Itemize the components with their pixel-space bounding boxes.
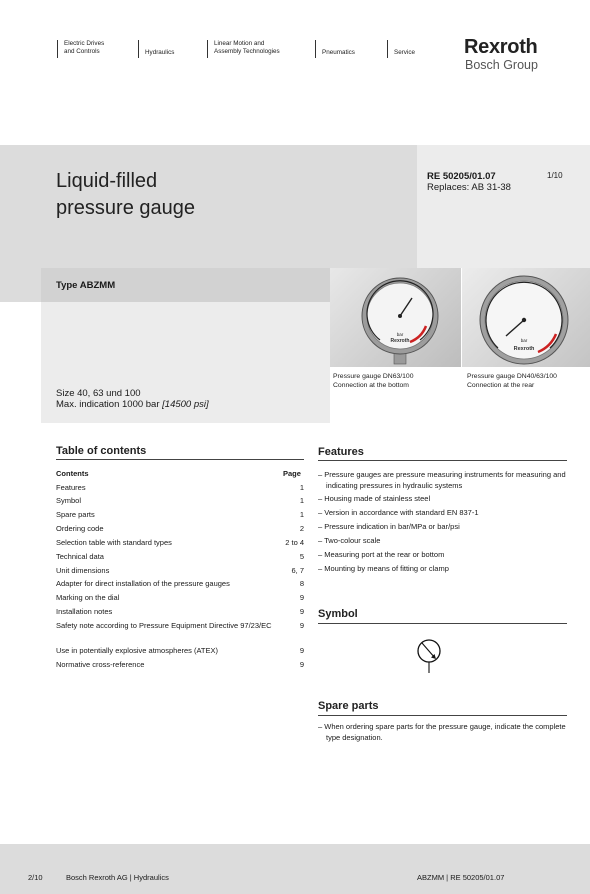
toc-row-page: 1: [299, 483, 304, 492]
toc-row[interactable]: [56, 524, 304, 534]
toc-row-page: 5: [299, 552, 304, 561]
toc-row-page: 9: [299, 646, 304, 655]
nav-linear-motion[interactable]: Linear Motion and Assembly Technologies: [207, 40, 280, 58]
symbol-rule: [318, 623, 567, 624]
feature-item: – Version in accordance with standard EN 837-1: [318, 508, 479, 517]
toc-row-page: 1: [299, 496, 304, 505]
toc-row-page: 9: [299, 621, 304, 630]
toc-row[interactable]: [56, 552, 304, 562]
size-info: [56, 388, 209, 410]
toc-row-label: Safety note according to Pressure Equipment Directive 97/23/EC: [56, 621, 272, 630]
page-number: 1/10: [547, 171, 563, 180]
toc-row-label: Marking on the dial: [56, 593, 120, 602]
footer-page: 2/10: [28, 873, 43, 882]
feature-item: – Two-colour scale: [318, 536, 381, 545]
toc-row-label: Spare parts: [56, 510, 95, 519]
symbol-title: Symbol: [318, 608, 358, 620]
features-rule: [318, 460, 567, 461]
gauge-rear-illustration: [462, 268, 590, 367]
toc-row[interactable]: [56, 593, 304, 603]
toc-row-label: Normative cross-reference: [56, 660, 145, 669]
nav-service[interactable]: Service: [387, 40, 415, 58]
toc-row[interactable]: [56, 660, 304, 670]
nav-pneumatics[interactable]: Pneumatics: [315, 40, 355, 58]
toc-row-label: Selection table with standard types: [56, 538, 172, 547]
toc-row-page: 8: [299, 579, 304, 588]
spare-parts-item: – When ordering spare parts for the pressure gauge, indicate the complete type designation.: [318, 722, 566, 742]
spare-parts-rule: [318, 715, 567, 716]
feature-item: – Housing made of stainless steel: [318, 494, 431, 503]
toc-col-contents: Contents: [56, 469, 89, 478]
toc-row[interactable]: [56, 566, 304, 576]
max-indication-line: [56, 399, 209, 410]
toc-row[interactable]: [56, 607, 304, 617]
footer-ref: ABZMM | RE 50205/01.07: [417, 873, 505, 882]
title-line-1: Liquid-filled: [56, 170, 158, 192]
toc-rule: [56, 459, 304, 460]
footer-company: Bosch Rexroth AG | Hydraulics: [66, 873, 169, 882]
page-title: [56, 168, 195, 222]
bosch-group-logo: Bosch Group: [465, 58, 538, 72]
dial-brand: Rexroth: [390, 338, 410, 344]
gauge-bottom-illustration: [330, 268, 461, 367]
dial-brand: Rexroth: [513, 346, 535, 352]
gauge-photo-rear: [462, 268, 590, 367]
rexroth-logo: Rexroth: [464, 36, 538, 58]
toc-row-page: 2 to 4: [285, 538, 304, 547]
dial-unit: bar: [396, 332, 404, 337]
toc-row-label: Symbol: [56, 496, 82, 505]
features-title: Features: [318, 446, 364, 458]
photo-caption-rear: Pressure gauge DN40/63/100 Connection at the rear: [467, 373, 557, 389]
feature-item: – Mounting by means of fitting or clamp: [318, 564, 449, 573]
toc-row-label: Technical data: [56, 552, 104, 561]
max-indication: Max. indication 1000 bar: [56, 399, 160, 410]
toc-row-label: Adapter for direct installation of the pressure gauges: [56, 579, 230, 588]
footer-band: [0, 844, 590, 894]
replaces-note: Replaces: AB 31-38: [427, 182, 511, 193]
nav-electric-drives[interactable]: Electric Drives and Controls: [57, 40, 104, 58]
toc-row-page: 9: [299, 660, 304, 669]
toc-row-label: Ordering code: [56, 524, 104, 533]
toc-row-page: 9: [299, 607, 304, 616]
toc-row[interactable]: [56, 646, 304, 656]
gauge-photo-bottom: [330, 268, 461, 367]
toc-row-page: 9: [299, 593, 304, 602]
toc-row[interactable]: [56, 496, 304, 506]
toc-row-page: 2: [299, 524, 304, 533]
toc-row-page: 1: [299, 510, 304, 519]
toc-row-label: Unit dimensions: [56, 566, 110, 575]
nav-hydraulics[interactable]: Hydraulics: [138, 40, 174, 58]
feature-item: – Pressure indication in bar/MPa or bar/psi: [318, 522, 460, 531]
max-indication-psi: [14500 psi]: [162, 399, 209, 410]
spare-parts-title: Spare parts: [318, 700, 379, 712]
toc-row-label: Installation notes: [56, 607, 113, 616]
type-label: Type ABZMM: [56, 280, 116, 291]
toc-row[interactable]: [56, 579, 304, 589]
toc-row-label: Features: [56, 483, 86, 492]
photo-caption-bottom: Pressure gauge DN63/100 Connection at the bottom: [333, 373, 414, 389]
toc-row[interactable]: [56, 483, 304, 493]
toc-row[interactable]: [56, 538, 304, 548]
toc-row-label: Use in potentially explosive atmospheres (ATEX): [56, 646, 219, 655]
feature-item: – Measuring port at the rear or bottom: [318, 550, 445, 559]
feature-item: – Pressure gauges are pressure measuring instruments for measuring and indicating pressures in hydraulic systems: [318, 470, 566, 490]
reference-band: [417, 145, 590, 268]
dial-unit: bar: [520, 338, 528, 343]
re-number: RE 50205/01.07: [427, 171, 496, 182]
pressure-gauge-symbol-icon: [414, 637, 444, 675]
toc-row[interactable]: [56, 621, 304, 631]
toc-row-page: 6, 7: [291, 566, 304, 575]
title-line-2: pressure gauge: [56, 197, 195, 219]
toc-title: Table of contents: [56, 445, 147, 457]
toc-row[interactable]: [56, 510, 304, 520]
toc-col-page: Page: [283, 469, 301, 478]
size-line: Size 40, 63 und 100: [56, 388, 141, 399]
